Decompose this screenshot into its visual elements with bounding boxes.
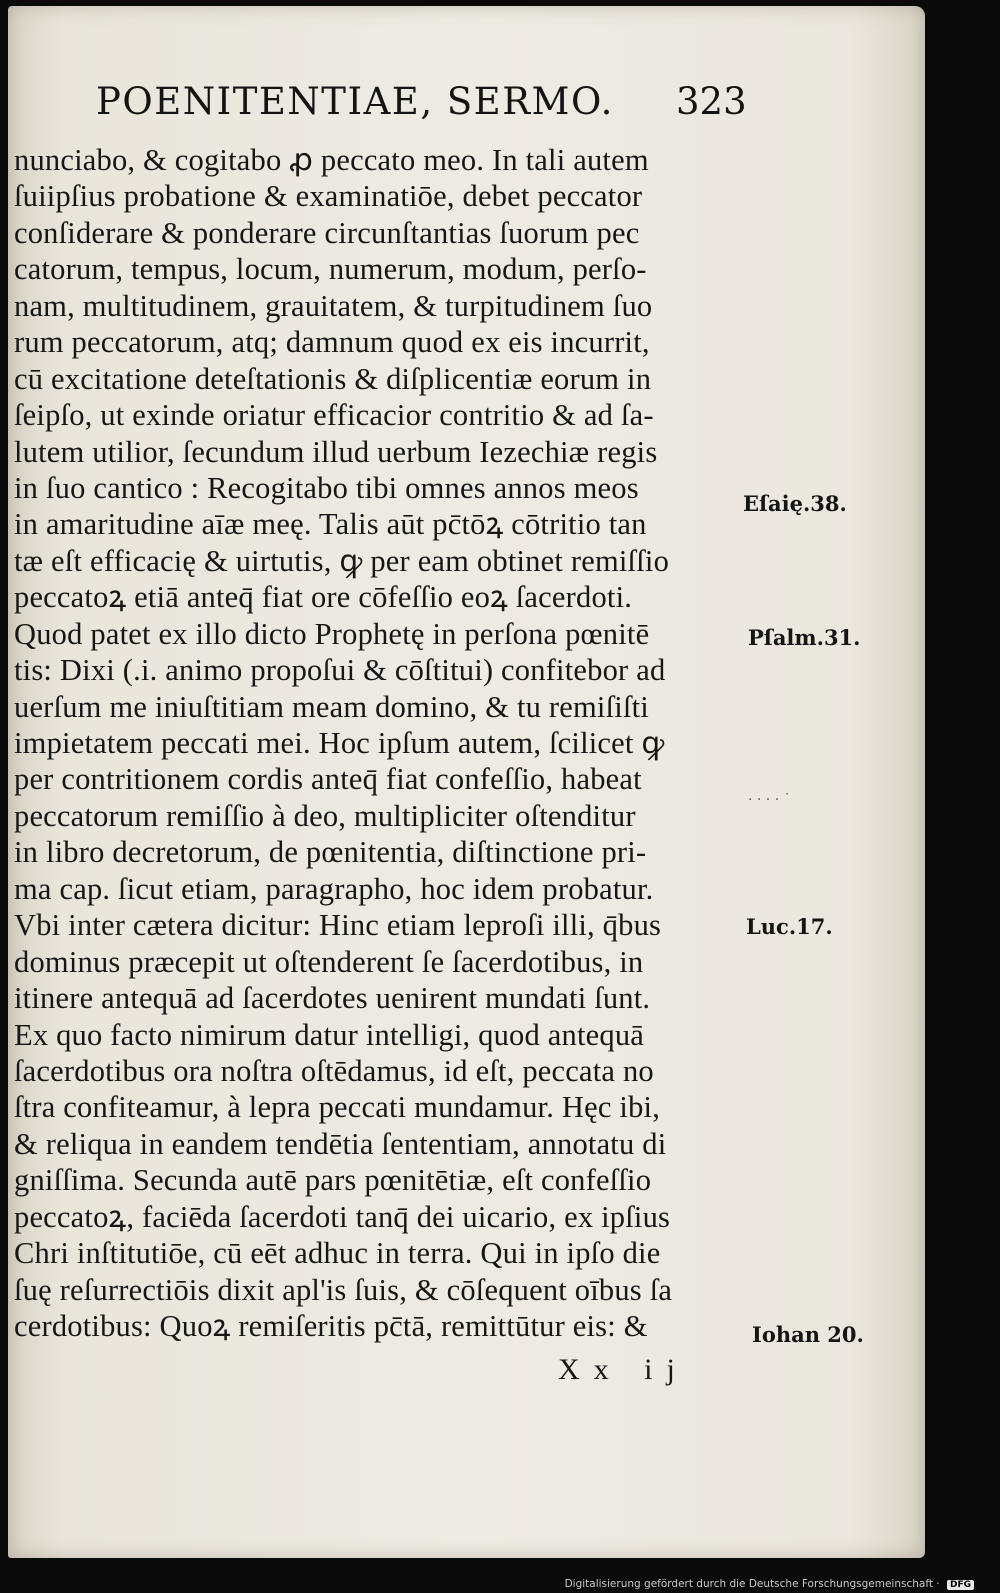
book-page bbox=[8, 6, 925, 1558]
text-line: tæ eſt efficacię & uirtutis, ꝙ per eam obtinet remiſſio bbox=[14, 543, 670, 578]
body-text bbox=[14, 142, 734, 1344]
text-line: ſeipſo, ut exinde oriatur efficacior contritio & ad ſa- bbox=[14, 398, 654, 433]
text-line: peccatoꝝ, faciēda ſacerdoti tanq̄ dei uicario, ex ipſius bbox=[14, 1199, 671, 1234]
text-line: peccatorum remiſſio à deo, multipliciter oſtenditur bbox=[14, 798, 636, 833]
text-line: gniſſima. Secunda autē pars pœnitētiæ, eſt confeſſio bbox=[14, 1163, 652, 1198]
margin-note-john: Iohan 20. bbox=[752, 1322, 864, 1347]
text-line: Ex quo facto nimirum datur intelligi, quod antequā bbox=[14, 1017, 645, 1052]
text-line: & reliqua in eandem tendētia ſententiam, annotatu di bbox=[14, 1126, 667, 1161]
text-line: in amaritudine aīæ meę. Talis aūt pc̄tōꝝ cōtritio tan bbox=[14, 507, 647, 542]
text-line: uerſum me iniuſtitiam meam domino, & tu remiſiſti bbox=[14, 689, 649, 724]
text-line: itinere antequā ad ſacerdotes uenirent mundati ſunt. bbox=[14, 981, 651, 1016]
text-line: Quod patet ex illo dicto Prophetę in perſona pœnitē bbox=[14, 616, 650, 651]
text-line: tis: Dixi (.i. animo propoſui & cōſtitui) confitebor ad bbox=[14, 653, 666, 688]
page-number: 323 bbox=[676, 80, 747, 123]
stray-ink-marks: · · · · ˙ bbox=[748, 792, 791, 808]
running-head: POENITENTIAE, SERMO. bbox=[96, 80, 614, 123]
text-line: cū excitatione deteſtationis & diſplicentiæ eorum in bbox=[14, 361, 652, 396]
text-line: per contritionem cordis anteq̄ fiat confeſſio, habeat bbox=[14, 762, 642, 797]
credit-text: Digitalisierung gefördert durch die Deutsche Forschungsgemeinschaft · bbox=[564, 1578, 940, 1590]
text-line: rum peccatorum, atq; damnum quod ex eis incurrit, bbox=[14, 325, 650, 360]
text-line: peccatoꝝ etiā anteq̄ fiat ore cōfeſſio eoꝝ ſacerdoti. bbox=[14, 580, 633, 615]
text-line: Chri inſtitutiōe, cū eēt adhuc in terra. Qui in ipſo die bbox=[14, 1236, 661, 1271]
signature-mark: Xx ij bbox=[558, 1353, 689, 1386]
dfg-logo: DFG bbox=[947, 1580, 974, 1590]
digitization-credit bbox=[565, 1578, 974, 1590]
text-line: conſiderare & ponderare circunſtantias ſuorum pec bbox=[14, 215, 640, 250]
text-line: nam, multitudinem, grauitatem, & turpitudinem ſuo bbox=[14, 288, 653, 323]
text-line: impietatem peccati mei. Hoc ipſum autem, ſcilicet ꝙ bbox=[14, 726, 665, 760]
margin-note-psalm: Pſalm.31. bbox=[748, 625, 861, 650]
text-line: ſtra confiteamur, à lepra peccati mundamur. Hęc ibi, bbox=[14, 1090, 661, 1125]
text-line: ſacerdotibus ora noſtra oſtēdamus, id eſt, peccata no bbox=[14, 1053, 654, 1088]
text-line: lutem utilior, ſecundum illud uerbum Iezechiæ regis bbox=[14, 434, 658, 469]
text-line: in libro decretorum, de pœnitentia, diſtinctione pri- bbox=[14, 835, 647, 870]
text-line: ſuę reſurrectiōis dixit apl'is ſuis, & cōſequent oībus ſa bbox=[14, 1272, 673, 1307]
text-line: catorum, tempus, locum, numerum, modum, perſo- bbox=[14, 252, 647, 287]
text-line: nunciabo, & cogitabo ꝓ peccato meo. In tali autem bbox=[14, 143, 649, 177]
text-line: ma cap. ſicut etiam, paragrapho, hoc idem probatur. bbox=[14, 871, 654, 906]
text-line: ſuiipſius probatione & examinatiōe, debet peccator bbox=[14, 179, 643, 214]
text-line: cerdotibus: Quoꝝ remiſeritis pc̄tā, remittūtur eis: & bbox=[14, 1309, 648, 1343]
margin-note-isaiah: Eſaię.38. bbox=[743, 491, 847, 516]
text-line: Vbi inter cætera dicitur: Hinc etiam leproſi illi, q̄bus bbox=[14, 908, 662, 943]
text-line: dominus præcepit ut oſtenderent ſe ſacerdotibus, in bbox=[14, 944, 644, 979]
margin-note-luke: Luc.17. bbox=[746, 914, 833, 939]
text-line: in ſuo cantico : Recogitabo tibi omnes annos meos bbox=[14, 470, 639, 505]
